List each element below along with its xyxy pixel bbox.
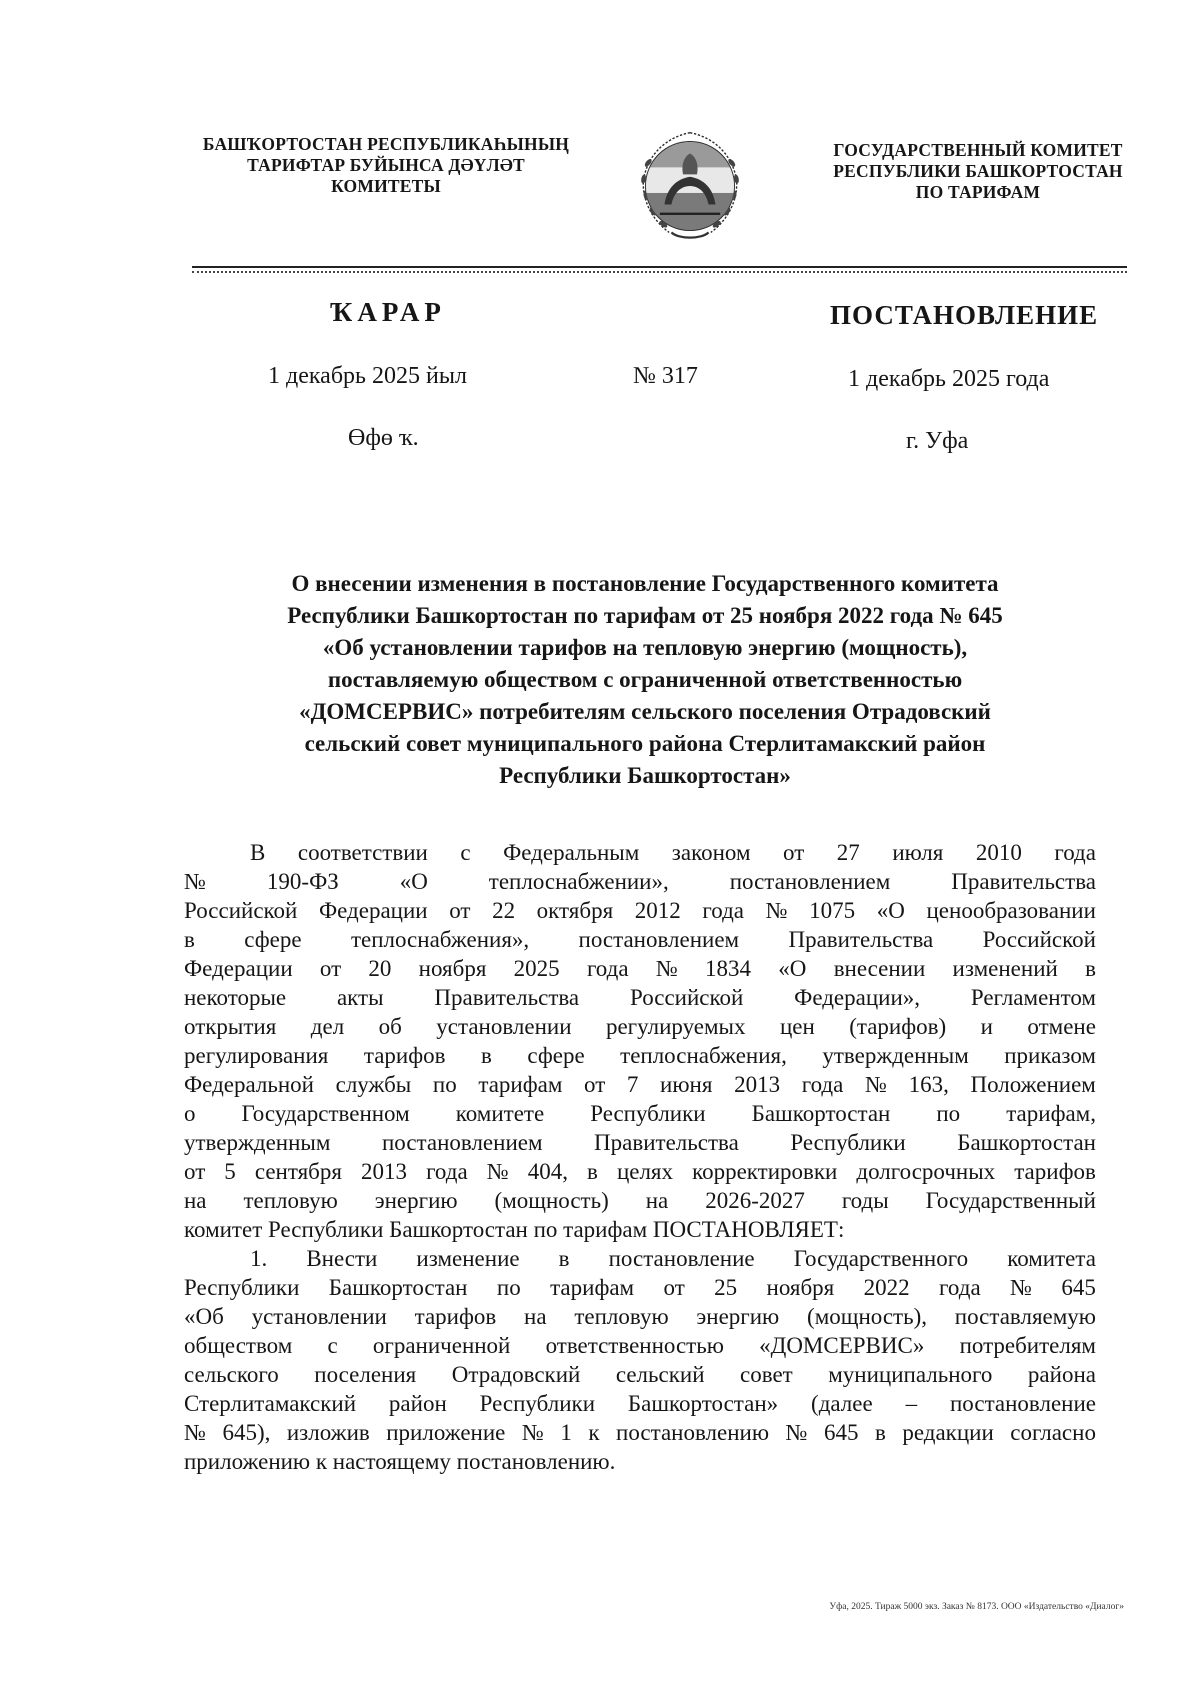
header-left-line: КОМИТЕТЫ <box>331 176 441 196</box>
document-title <box>175 568 1115 792</box>
body-line: от 5 сентября 2013 года № 404, в целях корректировки долгосрочных тарифов <box>184 1159 1096 1184</box>
date-russian: 1 декабрь 2025 года <box>848 366 1050 392</box>
body-line: «Об установлении тарифов на тепловую энергию (мощность), поставляемую <box>184 1304 1096 1329</box>
body-line: регулирования тарифов в сфере теплоснабжения, утвержденным приказом <box>184 1043 1096 1068</box>
header-russian-org <box>800 140 1156 203</box>
header-divider-dotted <box>192 271 1127 273</box>
title-line: О внесении изменения в постановление Государственного комитета <box>291 571 999 596</box>
body-line: некоторые акты Правительства Российской Федерации», Регламентом <box>184 985 1096 1010</box>
header-bashkir-org <box>178 134 594 197</box>
title-line: «ДОМСЕРВИС» потребителям сельского поселения Отрадовский <box>299 699 991 724</box>
body-line: комитет Республики Башкортостан по тарифам ПОСТАНОВЛЯЕТ: <box>184 1217 845 1242</box>
date-bashkir: 1 декабрь 2025 йыл <box>268 363 467 389</box>
doc-type-bashkir: ҠАРАР <box>330 297 446 327</box>
body-line: открытия дел об установлении регулируемых цен (тарифов) и отмене <box>184 1014 1096 1039</box>
body-line: Федерации от 20 ноября 2025 года № 1834 «О внесении изменений в <box>184 956 1096 981</box>
body-line: № 190-ФЗ «О теплоснабжении», постановлением Правительства <box>184 869 1096 894</box>
body-line: о Государственном комитете Республики Башкортостан по тарифам, <box>184 1101 1096 1126</box>
header-right-line: ГОСУДАРСТВЕННЫЙ КОМИТЕТ <box>833 140 1123 160</box>
body-line: В соответствии с Федеральным законом от 27 июля 2010 года <box>250 840 1096 865</box>
body-line: Республики Башкортостан по тарифам от 25 ноября 2022 года № 645 <box>184 1275 1096 1300</box>
document-body <box>184 838 1096 1476</box>
title-line: Республики Башкортостан по тарифам от 25 ноября 2022 года № 645 <box>287 603 1003 628</box>
coat-of-arms-emblem <box>632 128 748 244</box>
body-line: Российской Федерации от 22 октября 2012 года № 1075 «О ценообразовании <box>184 898 1096 923</box>
doc-type-russian: ПОСТАНОВЛЕНИЕ <box>830 300 1099 330</box>
city-russian: г. Уфа <box>906 428 969 454</box>
body-line: обществом с ограниченной ответственностью «ДОМСЕРВИС» потребителям <box>184 1333 1096 1358</box>
body-line: приложению к настоящему постановлению. <box>184 1449 616 1474</box>
header-right-line: РЕСПУБЛИКИ БАШКОРТОСТАН <box>833 161 1123 181</box>
body-line: на тепловую энергию (мощность) на 2026-2027 годы Государственный <box>184 1188 1096 1213</box>
header-right-line: ПО ТАРИФАМ <box>915 182 1041 202</box>
title-line: сельский совет муниципального района Стерлитамакский район <box>304 731 986 756</box>
body-line: в сфере теплоснабжения», постановлением Правительства Российской <box>184 927 1096 952</box>
body-line: сельского поселения Отрадовский сельский совет муниципального района <box>184 1362 1096 1387</box>
title-line: Республики Башкортостан» <box>499 763 791 788</box>
document-number: № 317 <box>633 363 698 389</box>
body-line: 1. Внести изменение в постановление Государственного комитета <box>250 1246 1096 1271</box>
header-divider-solid <box>192 266 1127 268</box>
city-bashkir: Өфө ҡ. <box>348 425 419 451</box>
body-line: Федеральной службы по тарифам от 7 июня 2013 года № 163, Положением <box>184 1072 1096 1097</box>
body-line: № 645), изложив приложение № 1 к постановлению № 645 в редакции согласно <box>184 1420 1096 1445</box>
title-line: поставляемую обществом с ограниченной ответственностью <box>327 667 963 692</box>
printing-imprint: Уфа, 2025. Тираж 5000 экз. Заказ № 8173. ООО «Издательство «Диалог» <box>829 1602 1124 1612</box>
body-line: Стерлитамакский район Республики Башкортостан» (далее – постановление <box>184 1391 1096 1416</box>
body-line: утвержденным постановлением Правительства Республики Башкортостан <box>184 1130 1096 1155</box>
header-left-line: ТАРИФТАР БУЙЫНСА ДӘҮЛӘТ <box>247 155 525 175</box>
header-left-line: БАШҠОРТОСТАН РЕСПУБЛИКАҺЫНЫҢ <box>202 134 570 154</box>
title-line: «Об установлении тарифов на тепловую энергию (мощность), <box>322 635 968 660</box>
